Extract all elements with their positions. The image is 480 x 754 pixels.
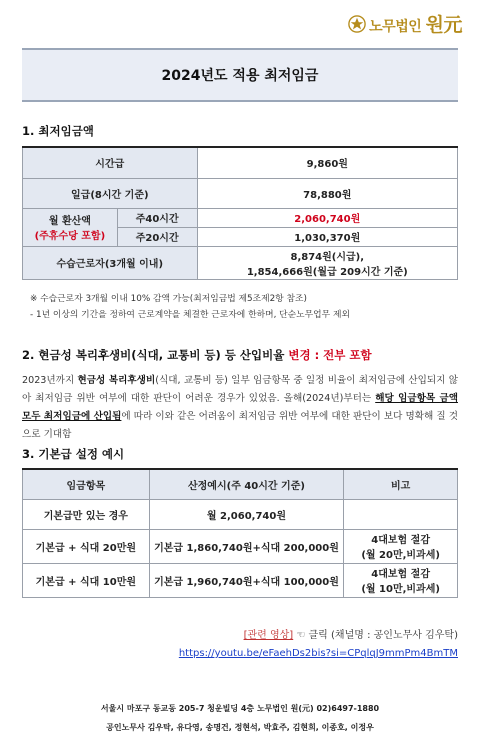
row-calc: 기본급 1,960,740원+식대 100,000원: [149, 563, 344, 597]
header-note: 비고: [344, 469, 458, 499]
row-item: 기본급만 있는 경우: [23, 499, 150, 529]
week20-label: 주20시간: [117, 227, 197, 246]
min-wage-table: [22, 146, 458, 280]
probation-value: 8,874원(시급), 1,854,666원(월급 209시간 기준): [197, 246, 457, 279]
section1-heading: 1. 최저임금액: [22, 124, 94, 138]
youtube-url-link[interactable]: https://youtu.be/eFaehDs2bis?si=CPqlqJ9mmPm4BmTM: [178, 648, 458, 659]
probation-label: 수습근로자(3개월 이내): [23, 246, 198, 279]
note-probation: ※ 수습근로자 3개월 이내 10% 감액 가능(최저임금법 제5조제2항 참조): [30, 294, 307, 304]
row-item: 기본급 + 식대 10만원: [23, 563, 150, 597]
emblem-icon: [348, 15, 366, 33]
table-row: [23, 563, 458, 597]
related-video: [관련 영상] ☜ 클릭 (채널명 : 공인노무사 김우탁): [243, 630, 458, 641]
row-note: 4대보험 절감 (월 20만,비과세): [344, 529, 458, 563]
row-note: [344, 499, 458, 529]
header-calc: 산정예시(주 40시간 기준): [149, 469, 344, 499]
week40-label: 주40시간: [117, 208, 197, 227]
section2-paragraph: 2023년까지 현금성 복리후생비(식대, 교통비 등) 일부 임금항목 중 일정 비율이 최저임금에 산입되지 않아 최저임금 위반 여부에 대한 판단이 어려운 경우가 있었음. 올해(2024년)부터는 해당 임금항목 금액 모두 최저임금에 산입됨에 따라 이와 같은 어려움이 최저임금 위반 여부에 대한 판단이 보다 명확해 질 것으로 기대함: [22, 375, 458, 440]
table-row: [23, 529, 458, 563]
table-row: [23, 246, 458, 279]
week20-value: 1,030,370원: [197, 227, 457, 246]
row-note: 4대보험 절감 (월 10만,비과세): [344, 563, 458, 597]
monthly-sublabel: (주휴수당 포함): [34, 231, 106, 242]
monthly-label: 월 환산액 (주휴수당 포함): [23, 208, 118, 246]
page-title: 2024년도 적용 최저임금: [161, 68, 319, 84]
section3-heading: 3. 기본급 설정 예시: [22, 447, 125, 461]
company-logo: [348, 10, 462, 37]
note-contract: - 1년 이상의 기간을 정하여 근로계약을 체결한 근로자에 한하며, 단순노무업무 제외: [30, 310, 350, 320]
daily-value: 78,880원: [197, 178, 457, 208]
row-calc: 월 2,060,740원: [149, 499, 344, 529]
table-row: [23, 208, 458, 227]
section2-heading: 2. 현금성 복리후생비(식대, 교통비 등) 등 산입비율 변경 : 전부 포함: [22, 348, 372, 362]
row-calc: 기본급 1,860,740원+식대 200,000원: [149, 529, 344, 563]
footer-address: 서울시 마포구 동교동 205-7 청운빌딩 4층 노무법인 원(元) 02)6497-1880: [100, 704, 380, 713]
header-item: 임금항목: [23, 469, 150, 499]
week40-value: 2,060,740원: [197, 208, 457, 227]
hourly-label: 시간급: [23, 147, 198, 178]
example-table: [22, 468, 458, 598]
related-video-link[interactable]: [관련 영상]: [243, 630, 294, 641]
table-row: [23, 147, 458, 178]
logo-text: 노무법인 원元: [369, 14, 462, 36]
daily-label: 일급(8시간 기준): [23, 178, 198, 208]
hourly-value: 9,860원: [197, 147, 457, 178]
table-row: [23, 499, 458, 529]
row-item: 기본급 + 식대 20만원: [23, 529, 150, 563]
footer-members: 공인노무사 김우탁, 유다영, 송명건, 정현석, 박효주, 김현희, 이종호, 이정우: [106, 723, 374, 732]
table-row: [23, 178, 458, 208]
title-banner: [22, 48, 458, 102]
table-header-row: [23, 469, 458, 499]
